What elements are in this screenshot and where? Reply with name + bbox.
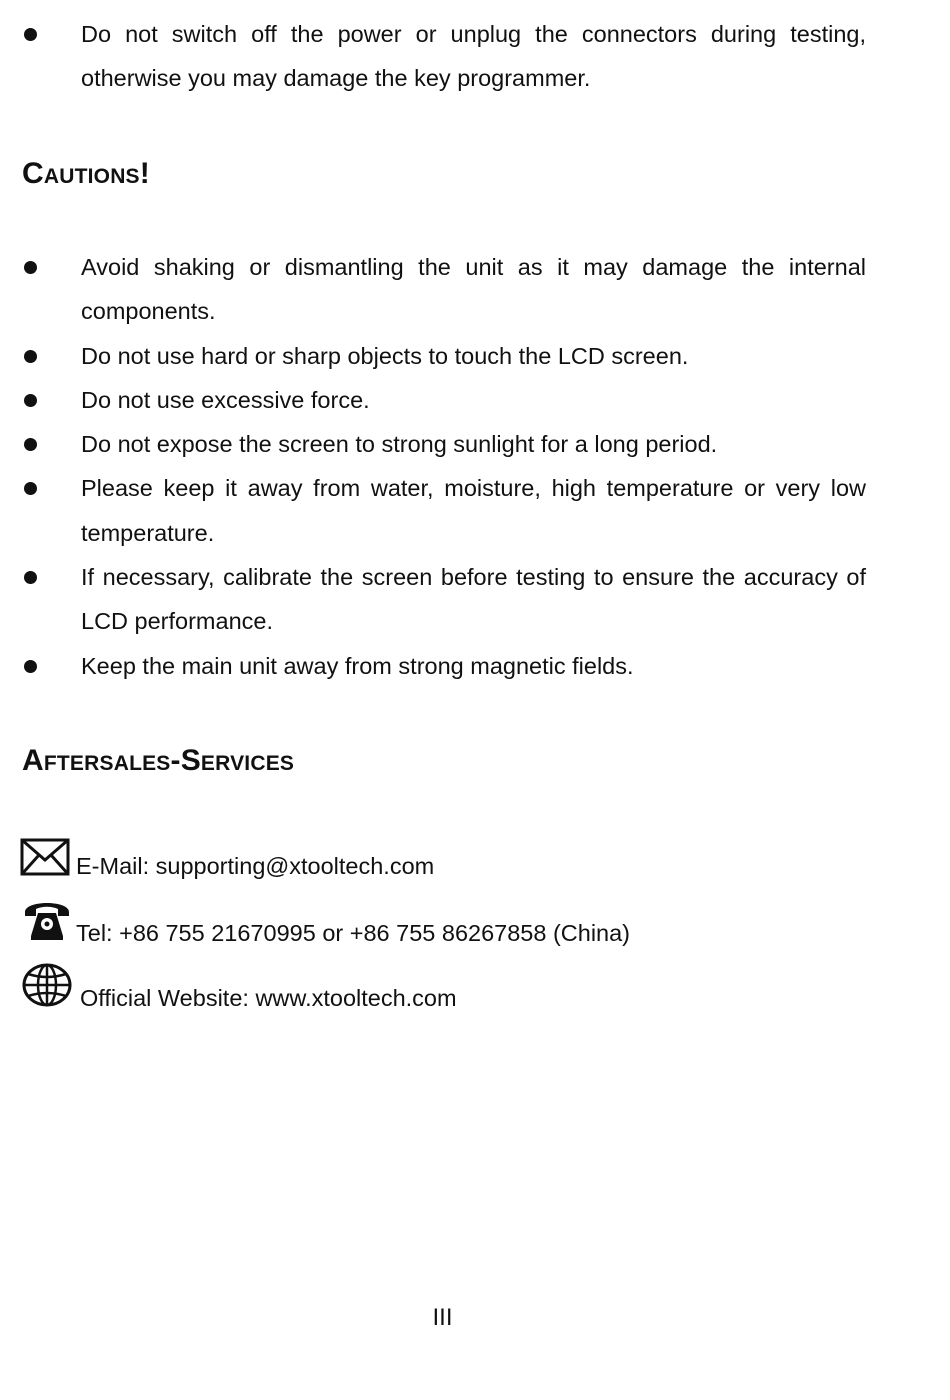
envelope-icon: [20, 838, 70, 881]
bullet-icon: [24, 438, 37, 451]
list-item: [0, 466, 950, 555]
bullet-icon: [24, 28, 37, 41]
list-item-text: Do not switch off the power or unplug the connectors during testing, otherwise you may damage the key programmer.: [81, 21, 866, 92]
list-item-text: Please keep it away from water, moisture, high temperature or very low temperature.: [81, 475, 866, 546]
list-item: [0, 422, 950, 466]
bullet-icon: [24, 394, 37, 407]
cautions-heading: Cautions!: [22, 157, 150, 190]
cautions-list: [0, 245, 950, 688]
list-item: [0, 555, 950, 644]
list-item: [0, 334, 950, 378]
list-item-text: Avoid shaking or dismantling the unit as it may damage the internal components.: [81, 254, 866, 325]
list-item: [0, 644, 950, 688]
list-item: [0, 12, 950, 101]
bullet-icon: [24, 482, 37, 495]
intro-list: [0, 12, 950, 101]
bullet-icon: [24, 660, 37, 673]
bullet-icon: [24, 571, 37, 584]
globe-icon: [20, 962, 74, 1013]
website-text: Official Website: www.xtooltech.com: [80, 985, 457, 1011]
list-item: [0, 245, 950, 334]
list-item-text: Do not use hard or sharp objects to touch the LCD screen.: [81, 342, 689, 369]
list-item-text: Keep the main unit away from strong magnetic fields.: [81, 652, 634, 679]
aftersales-heading: Aftersales-Services: [22, 744, 295, 777]
list-item-text: If necessary, calibrate the screen before testing to ensure the accuracy of LCD performance.: [81, 564, 866, 635]
telephone-text: Tel: +86 755 21670995 or +86 755 86267858 (China): [76, 920, 631, 946]
page-number: III: [432, 1304, 453, 1331]
telephone-icon: [22, 896, 72, 947]
email-text: E-Mail: supporting@xtooltech.com: [76, 853, 435, 879]
list-item-text: Do not expose the screen to strong sunlight for a long period.: [81, 431, 718, 458]
bullet-icon: [24, 261, 37, 274]
bullet-icon: [24, 350, 37, 363]
list-item: [0, 378, 950, 422]
list-item-text: Do not use excessive force.: [81, 386, 370, 413]
